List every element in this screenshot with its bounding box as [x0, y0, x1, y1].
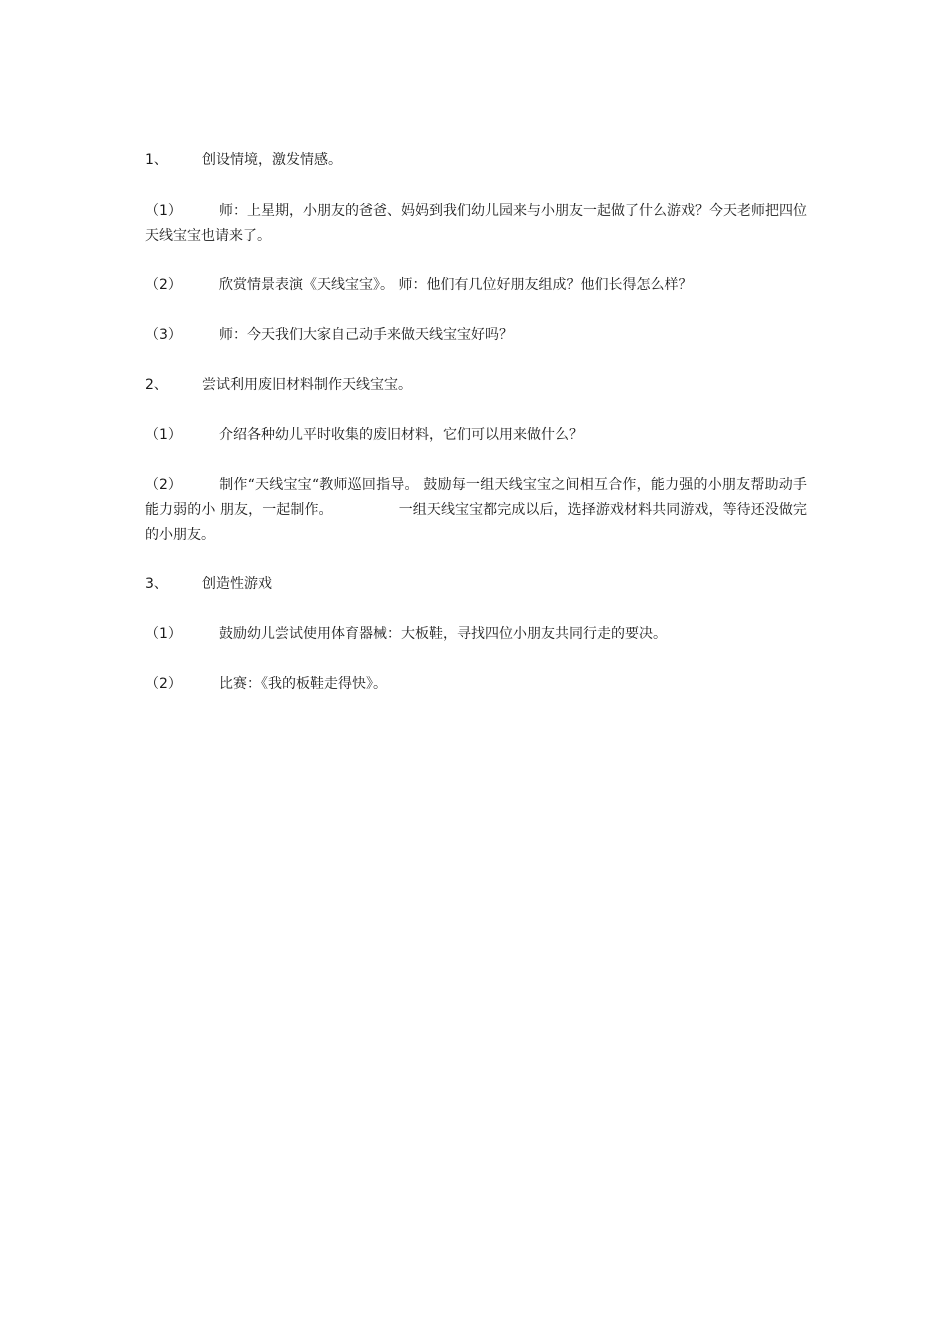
- item-number: （1）: [145, 626, 182, 642]
- list-item-3-1: [145, 622, 810, 647]
- section-heading-1: [145, 148, 810, 173]
- list-item-1-3: [145, 323, 810, 348]
- item-number: （3）: [145, 327, 182, 343]
- item-text: 比赛：《我的板鞋走得快》。: [219, 676, 387, 692]
- section-heading-3: [145, 572, 810, 597]
- item-number: （2）: [145, 477, 182, 493]
- item-text: 一组天线宝宝都完成以后，选择游戏材料共同游戏，等待还没做完的小朋友。: [145, 502, 807, 543]
- item-text: 介绍各种幼儿平时收集的废旧材料，它们可以用来做什么？: [219, 427, 583, 443]
- list-item-1-1: [145, 199, 807, 249]
- item-text: 制作“天线宝宝“教师巡回指导。 鼓励每一组天线宝宝之间相互合作，能力强的小朋友帮助动手能力弱的小 朋友，一起制作。: [145, 477, 807, 518]
- list-item-1-2: [145, 273, 810, 298]
- section-title: 尝试利用废旧材料制作天线宝宝。: [202, 377, 412, 393]
- section-number: 1、: [145, 152, 168, 168]
- section-heading-2: [145, 373, 810, 398]
- section-number: 2、: [145, 377, 168, 393]
- item-text: 鼓励幼儿尝试使用体育器械：大板鞋，寻找四位小朋友共同行走的要决。: [219, 626, 667, 642]
- list-item-2-1: [145, 423, 810, 448]
- item-number: （1）: [145, 427, 182, 443]
- item-number: （2）: [145, 676, 182, 692]
- section-number: 3、: [145, 576, 168, 592]
- section-title: 创造性游戏: [202, 576, 272, 592]
- item-number: （2）: [145, 277, 182, 293]
- item-text: 师：上星期，小朋友的爸爸、妈妈到我们幼儿园来与小朋友一起做了什么游戏？今天老师把四位天线宝宝也请来了。: [145, 203, 807, 244]
- list-item-2-2: [145, 473, 807, 548]
- item-number: （1）: [145, 203, 182, 219]
- list-item-3-2: [145, 672, 810, 697]
- item-text: 师：今天我们大家自己动手来做天线宝宝好吗？: [219, 327, 513, 343]
- item-text: 欣赏情景表演《天线宝宝》。 师：他们有几位好朋友组成？他们长得怎么样？: [219, 277, 693, 293]
- section-title: 创设情境，激发情感。: [202, 152, 342, 168]
